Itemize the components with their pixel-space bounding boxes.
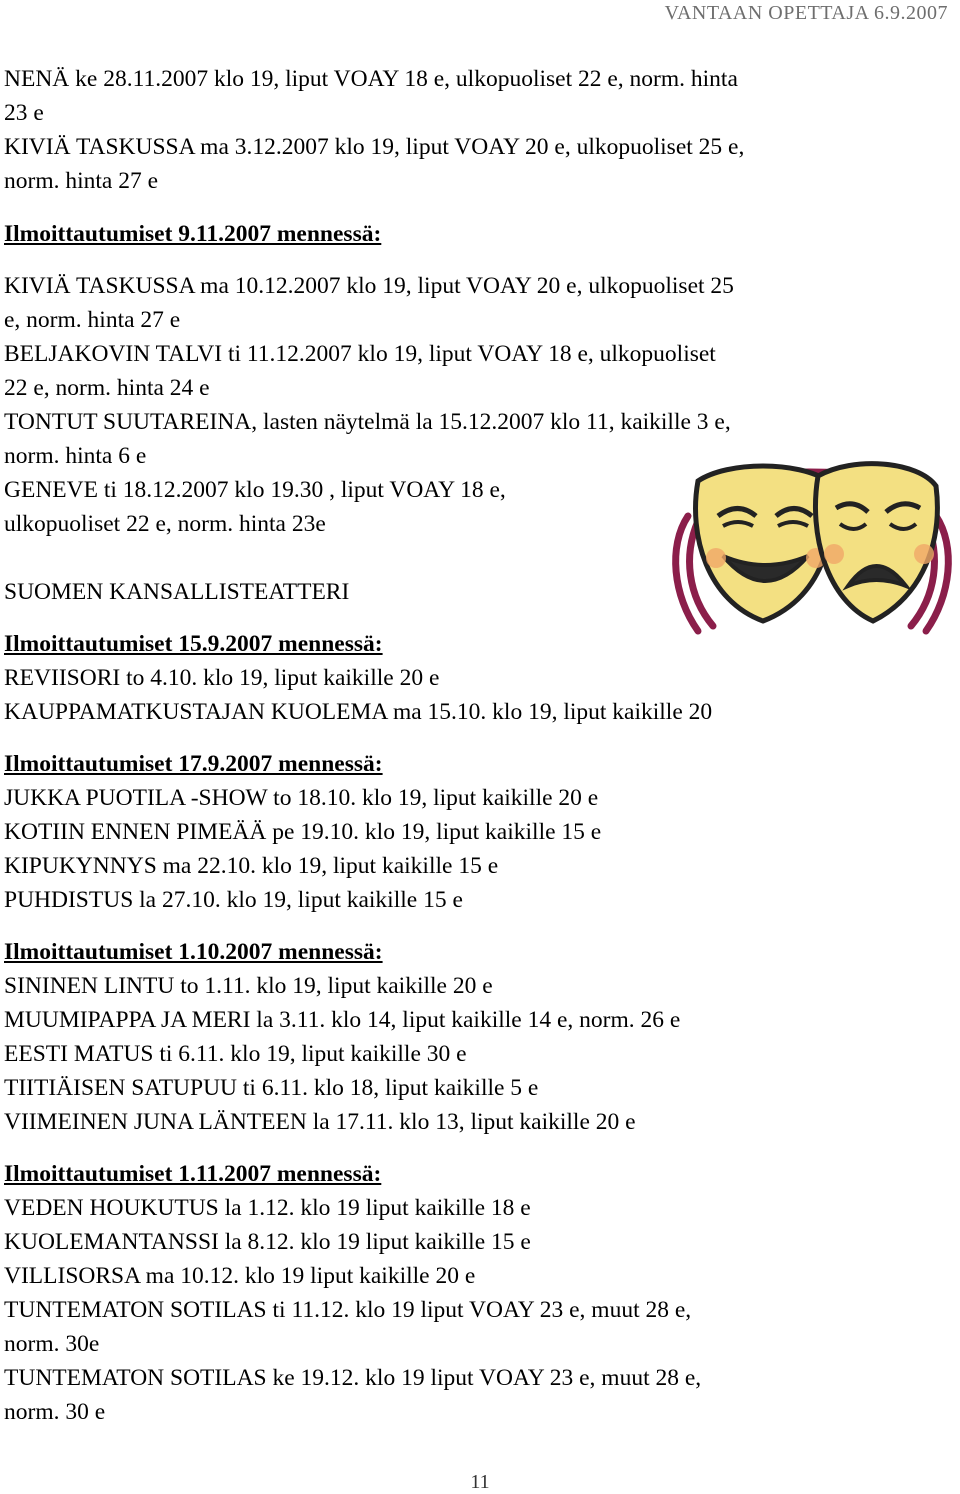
text-line: KOTIIN ENNEN PIMEÄÄ pe 19.10. klo 19, liput kaikille 15 e [4,819,602,845]
section-heading: Ilmoittautumiset 9.11.2007 mennessä: [4,221,382,247]
text-line: KIVIÄ TASKUSSA ma 10.12.2007 klo 19, liput VOAY 20 e, ulkopuoliset 25 [4,273,734,299]
text-line: VILLISORSA ma 10.12. klo 19 liput kaikille 20 e [4,1263,476,1289]
text-line: norm. hinta 6 e [4,443,147,469]
text-line: KAUPPAMATKUSTAJAN KUOLEMA ma 15.10. klo 19, liput kaikille 20 [4,699,713,725]
text-line: GENEVE ti 18.12.2007 klo 19.30 , liput VOAY 18 e, [4,477,506,503]
text-line: JUKKA PUOTILA -SHOW to 18.10. klo 19, liput kaikille 20 e [4,785,599,811]
text-line: VEDEN HOUKUTUS la 1.12. klo 19 liput kaikille 18 e [4,1195,531,1221]
page-number: 11 [470,1471,490,1493]
text-line: norm. hinta 27 e [4,168,159,194]
text-line: 22 e, norm. hinta 24 e [4,375,210,401]
text-line: BELJAKOVIN TALVI ti 11.12.2007 klo 19, liput VOAY 18 e, ulkopuoliset [4,341,716,367]
text-line: norm. 30e [4,1331,100,1357]
text-line: norm. 30 e [4,1399,106,1425]
text-line: KUOLEMANTANSSI la 8.12. klo 19 liput kaikille 15 e [4,1229,531,1255]
text-line: KIVIÄ TASKUSSA ma 3.12.2007 klo 19, liput VOAY 20 e, ulkopuoliset 25 e, [4,134,745,160]
text-line: ulkopuoliset 22 e, norm. hinta 23e [4,511,326,537]
text-line: VIIMEINEN JUNA LÄNTEEN la 17.11. klo 13, liput kaikille 20 e [4,1109,636,1135]
text-line: TIITIÄISEN SATUPUU ti 6.11. klo 18, liput kaikille 5 e [4,1075,539,1101]
text-line: SININEN LINTU to 1.11. klo 19, liput kaikille 20 e [4,973,493,999]
section-heading: Ilmoittautumiset 1.11.2007 mennessä: [4,1161,382,1187]
section-title: SUOMEN KANSALLISTEATTERI [4,579,350,605]
text-line: NENÄ ke 28.11.2007 klo 19, liput VOAY 18 e, ulkopuoliset 22 e, norm. hinta [4,66,738,92]
section-heading: Ilmoittautumiset 15.9.2007 mennessä: [4,631,383,657]
text-line: PUHDISTUS la 27.10. klo 19, liput kaikille 15 e [4,887,463,913]
text-line: KIPUKYNNYS ma 22.10. klo 19, liput kaikille 15 e [4,853,499,879]
text-line: 23 e [4,100,44,126]
section-heading: Ilmoittautumiset 17.9.2007 mennessä: [4,751,383,777]
text-line: EESTI MATUS ti 6.11. klo 19, liput kaikille 30 e [4,1041,467,1067]
text-line: TONTUT SUUTAREINA, lasten näytelmä la 15.12.2007 klo 11, kaikille 3 e, [4,409,731,435]
running-header: VANTAAN OPETTAJA 6.9.2007 [664,2,948,24]
text-line: e, norm. hinta 27 e [4,307,181,333]
theater-masks-icon [668,446,956,642]
text-line: TUNTEMATON SOTILAS ti 11.12. klo 19 liput VOAY 23 e, muut 28 e, [4,1297,692,1323]
text-line: TUNTEMATON SOTILAS ke 19.12. klo 19 liput VOAY 23 e, muut 28 e, [4,1365,702,1391]
text-line: MUUMIPAPPA JA MERI la 3.11. klo 14, liput kaikille 14 e, norm. 26 e [4,1007,681,1033]
text-line: REVIISORI to 4.10. klo 19, liput kaikille 20 e [4,665,440,691]
section-heading: Ilmoittautumiset 1.10.2007 mennessä: [4,939,383,965]
